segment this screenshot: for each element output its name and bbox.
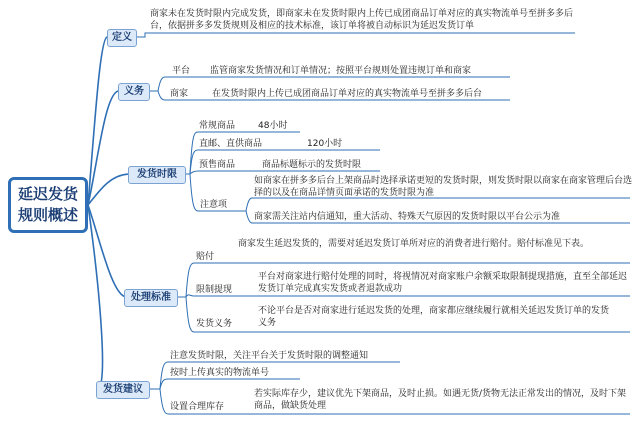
obligation-platform-key: 平台 bbox=[172, 66, 191, 76]
handling-withdrawal-text: 平台对商家进行赔付处理的同时，将视情况对商家账户余额采取限制提现措施，直至全部延迟发货订单完成真实发货或者退款成功 bbox=[258, 272, 628, 294]
obligation-platform-text: 监管商家发货情况和订单情况；按照平台规则处置违规订单和商家 bbox=[210, 66, 472, 76]
time-regular-key: 常规商品 bbox=[199, 121, 236, 131]
time-notes-text1: 如商家在拼多多后台上架商品时选择承诺更短的发货时限，则发货时限以商家在商家管理后台选择的以及在商品详情页面承诺的发货时限为准 bbox=[254, 176, 633, 198]
advice-inventory-text: 若实际库存少，建议优先下架商品，及时止损。如遇无货/货物无法正常发出的情况，及时下架商品，做缺货处理 bbox=[254, 389, 627, 411]
handling-withdrawal-key: 限制提现 bbox=[196, 285, 233, 295]
time-presale-value: 商品标题标示的发货时限 bbox=[262, 160, 362, 170]
time-notes-text2: 商家需关注站内信通知，重大活动、特殊天气原因的发货时限以平台公示为准 bbox=[254, 212, 561, 222]
branch-handling: 处理标准 bbox=[124, 289, 178, 307]
time-presale-key: 预售商品 bbox=[199, 160, 236, 170]
advice-inventory-key: 设置合理库存 bbox=[170, 402, 225, 412]
root-title-line1: 延迟发货 bbox=[17, 185, 78, 203]
branch-advice: 发货建议 bbox=[96, 381, 150, 399]
time-remote-value: 120小时 bbox=[307, 139, 343, 149]
handling-obligation-text: 不论平台是否对商家进行延迟发货的处理，商家都应继续履行就相关延迟发货订单的发货义务 bbox=[258, 306, 610, 328]
advice-item1: 注意发货时限，关注平台关于发货时限的调整通知 bbox=[170, 351, 369, 361]
branch-obligations: 义务 bbox=[118, 83, 150, 101]
handling-compensation-text: 商家发生延迟发货的，需要对延迟发货订单所对应的消费者进行赔付。赔付标准见下表。 bbox=[238, 239, 590, 249]
handling-obligation-key: 发货义务 bbox=[196, 319, 233, 329]
obligation-merchant-key: 商家 bbox=[170, 89, 189, 99]
branch-definition: 定义 bbox=[107, 29, 137, 47]
obligation-merchant-text: 在发货时限内上传已成团商品订单对应的真实物流单号至拼多多后台 bbox=[212, 89, 483, 99]
root-node bbox=[8, 177, 88, 233]
time-regular-value: 48小时 bbox=[258, 121, 288, 131]
time-remote-key: 直邮、直供商品 bbox=[199, 139, 263, 149]
handling-compensation-key: 赔付 bbox=[196, 252, 215, 262]
time-notes-key: 注意项 bbox=[200, 200, 228, 210]
advice-item2: 按时上传真实的物流单号 bbox=[170, 368, 270, 378]
branch-time-limit: 发货时限 bbox=[128, 166, 186, 184]
definition-text: 商家未在发货时限内完成发货，即商家未在发货时限内上传已成团商品订单对应的真实物流单号至拼多多后台，依据拼多多发货规则及相应的技术标准，该订单将被自动标识为延迟发货订单 bbox=[150, 9, 574, 31]
root-title-line2: 规则概述 bbox=[17, 206, 78, 224]
